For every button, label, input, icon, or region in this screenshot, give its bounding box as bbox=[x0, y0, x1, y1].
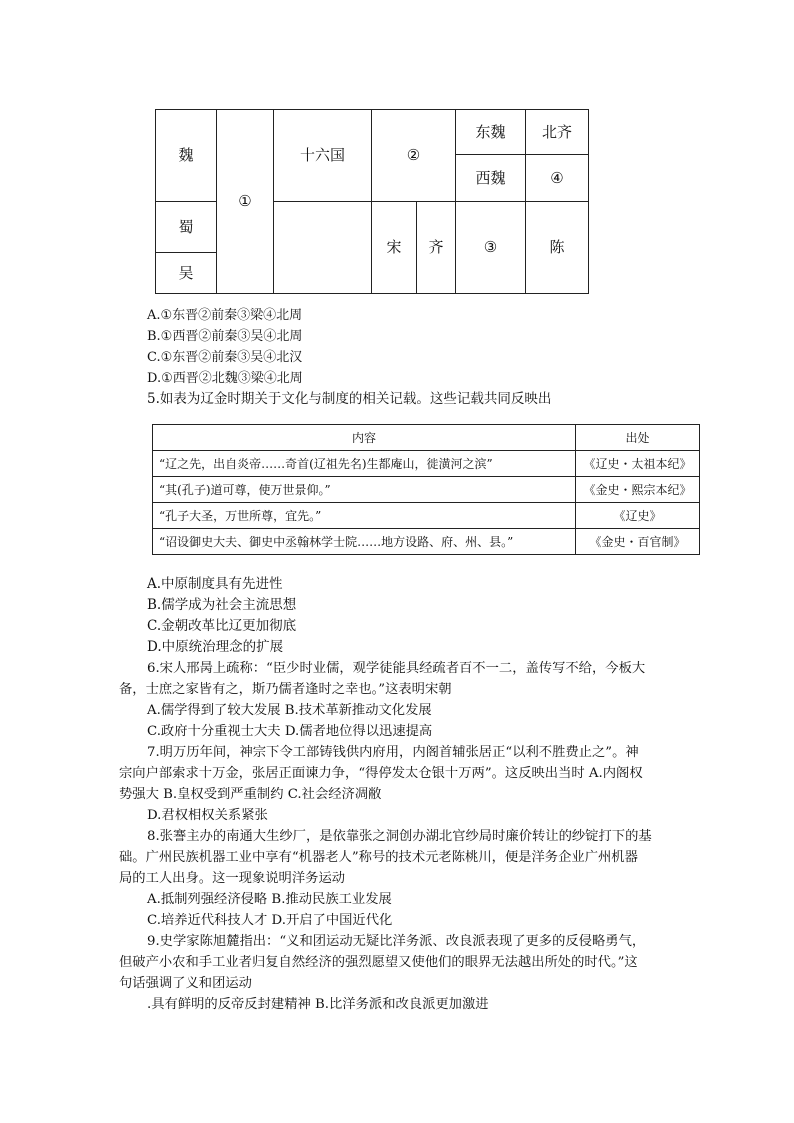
q6-line-1: 6.宋人邢昺上疏称：“臣少时业儒，观学徒能具经疏者百不一二，盖传写不给，今板大 bbox=[147, 661, 646, 676]
q7-line-3: 势强大 B.皇权受到严重制约 C.社会经济凋敝 bbox=[119, 787, 382, 802]
q6-options-ab: A.儒学得到了较大发展 B.技术革新推动文化发展 bbox=[147, 703, 432, 718]
cell-sixteen-kingdoms: 十六国 bbox=[274, 110, 372, 202]
q9-line-1: 9.史学家陈旭麓指出：“义和团运动无疑比洋务派、改良派表现了更多的反侵略勇气， bbox=[147, 934, 646, 949]
q5-stem: 5.如表为辽金时期关于文化与制度的相关记载。这些记载共同反映出 bbox=[147, 391, 552, 407]
q4-option-c: C.①东晋②前秦③吴④北汉 bbox=[147, 350, 303, 365]
cell-xiwei: 西魏 bbox=[456, 155, 526, 202]
record-content: “诏设御史大夫、御史中丞翰林学士院……地方设路、府、州、县。” bbox=[153, 529, 576, 555]
record-content: “辽之先，出自炎帝……奇首(辽祖先名)生都庵山，徙潢河之滨” bbox=[153, 451, 576, 477]
q7-option-d: D.君权相权关系紧张 bbox=[147, 808, 268, 823]
cell-wu: 吴 bbox=[156, 253, 217, 294]
q8-line-1: 8.张謇主办的南通大生纱厂，是依靠张之洞创办湖北官纱局时廉价转让的纱锭打下的基 bbox=[147, 829, 652, 844]
q6-line-2: 备，士庶之家皆有之，斯乃儒者逢时之幸也。”这表明宋朝 bbox=[119, 682, 452, 697]
q5-option-d: D.中原统治理念的扩展 bbox=[147, 639, 284, 655]
cell-chen: 陈 bbox=[526, 202, 589, 294]
cell-blank-1: ① bbox=[217, 110, 274, 294]
record-content: “其(孔子)道可尊，使万世景仰。” bbox=[153, 477, 576, 503]
record-source: 《金史・熙宗本纪》 bbox=[576, 477, 700, 503]
q8-options-ab: A.抵制列强经济侵略 B.推动民族工业发展 bbox=[147, 892, 392, 907]
cell-song: 宋 bbox=[372, 202, 417, 294]
cell-blank-4: ④ bbox=[526, 155, 589, 202]
q5-option-a: A.中原制度具有先进性 bbox=[147, 576, 283, 592]
cell-empty bbox=[274, 202, 372, 294]
header-source: 出处 bbox=[576, 425, 700, 451]
record-source: 《辽史・太祖本纪》 bbox=[576, 451, 700, 477]
cell-wei: 魏 bbox=[156, 110, 217, 202]
cell-blank-3: ③ bbox=[456, 202, 526, 294]
q4-option-d: D.①西晋②北魏③梁④北周 bbox=[147, 371, 303, 386]
cell-blank-2: ② bbox=[372, 110, 456, 202]
q8-line-2: 础。广州民族机器工业中享有“机器老人”称号的技术元老陈桃川，便是洋务企业广州机器 bbox=[119, 850, 638, 865]
q9-line-2: 但破产小农和手工业者归复自然经济的强烈愿望又使他们的眼界无法越出所处的时代。”这 bbox=[119, 955, 638, 970]
q9-line-3: 句话强调了义和团运动 bbox=[119, 976, 252, 991]
q6-options-cd: C.政府十分重视士大夫 D.儒者地位得以迅速提高 bbox=[147, 724, 433, 739]
cell-shu: 蜀 bbox=[156, 202, 217, 253]
q7-line-1: 7.明万历年间，神宗下令工部铸钱供内府用，内阁首辅张居正“以利不胜费止之”。神 bbox=[147, 745, 639, 760]
cell-qi: 齐 bbox=[417, 202, 456, 294]
q5-option-b: B.儒学成为社会主流思想 bbox=[147, 597, 297, 613]
q9-options-ab: .具有鲜明的反帝反封建精神 B.比洋务派和改良派更加激进 bbox=[147, 997, 489, 1012]
q8-options-cd: C.培养近代科技人才 D.开启了中国近代化 bbox=[147, 913, 393, 928]
record-content: “孔子大圣，万世所尊，宜先。” bbox=[153, 503, 576, 529]
q4-option-a: A.①东晋②前秦③梁④北周 bbox=[147, 308, 303, 323]
record-source: 《辽史》 bbox=[576, 503, 700, 529]
header-content: 内容 bbox=[153, 425, 576, 451]
q7-line-2: 宗向户部索求十万金，张居正面谏力争，“得停发太仓银十万两”。这反映出当时 A.内阁权 bbox=[119, 766, 643, 781]
record-source: 《金史・百官制》 bbox=[576, 529, 700, 555]
q4-option-b: B.①西晋②前秦③吴④北周 bbox=[147, 329, 303, 344]
cell-dongwei: 东魏 bbox=[456, 110, 526, 155]
q8-line-3: 局的工人出身。这一现象说明洋务运动 bbox=[119, 871, 346, 886]
dynasty-table bbox=[155, 109, 589, 294]
records-table bbox=[152, 424, 700, 555]
cell-beiqi: 北齐 bbox=[526, 110, 589, 155]
q5-option-c: C.金朝改革比辽更加彻底 bbox=[147, 618, 297, 634]
